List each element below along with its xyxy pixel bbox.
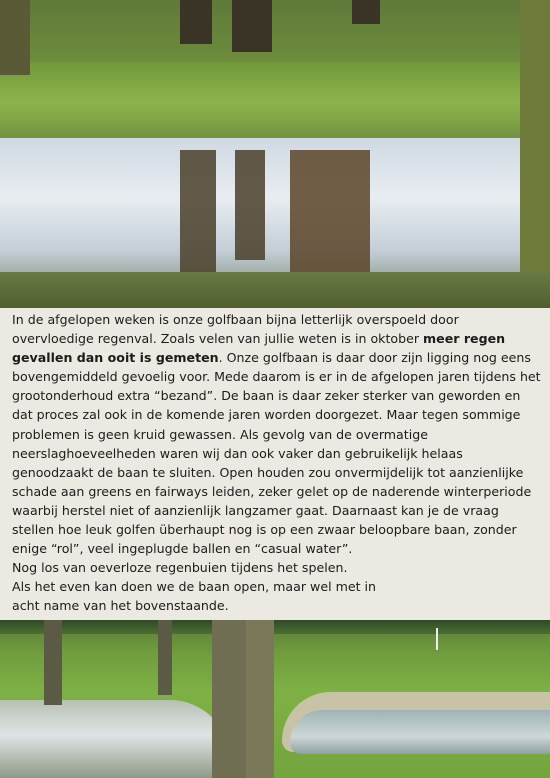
article-body: . Onze golfbaan is daar door zijn ligging nog eens bovengemiddeld gevoelig voor. Mede daarom is er in de afgelopen jaren tijdens het grootonderhoud extra “bezand”. De baan is daar zeker sterker van geworden en dat proces zal ook in de komende jaren worden doorgezet. Maar tegen sommige problemen is geen kruid gewassen. Als gevolg van de overmatige neerslaghoeveelheden waren wij dan ook vaker dan gebruikelijk helaas genoodzaakt de baan te sluiten. Open houden zou onvermijdelijk tot aanzienlijke schade aan greens en fairways leiden, zeker gelet op de naderende winterperiode waarbij herstel niet of aanzienlijk langzamer gaat. Daarnaast kan je de vraag stellen hoe leuk golfen überhaupt nog is op een zwaar beloopbare baan, zonder enige “rol”, veel ingeplugde ballen en “casual water”. (12, 350, 541, 557)
article-line: acht name van het bovenstaande. (12, 598, 229, 614)
tree-trunk (520, 0, 550, 300)
tree-trunk (232, 0, 272, 52)
article-panel (0, 308, 550, 620)
tree-trunk (352, 0, 380, 24)
flood-water (0, 138, 550, 288)
article-intro: In de afgelopen weken is onze golfbaan bijna letterlijk overspoeld door overvloedige regenval. Zoals velen van jullie weten is in oktober (12, 312, 459, 347)
tree-reflection (235, 150, 265, 260)
tree-trunk (212, 620, 246, 778)
bunker-water (290, 710, 550, 754)
bottom-photo (0, 620, 550, 778)
flood-puddle (0, 700, 230, 778)
article-highlight: meer regen gevallen dan ooit is gemeten (12, 331, 506, 366)
tree-trunk (44, 620, 62, 705)
tree-trunk (180, 0, 212, 44)
tree-trunk (246, 620, 274, 778)
article-text (12, 310, 544, 635)
flag-pin (436, 628, 438, 650)
tree-trunk (158, 620, 172, 695)
tree-trunk (0, 0, 30, 75)
grass-field (0, 62, 550, 142)
top-photo (0, 0, 550, 308)
tree-reflection (180, 150, 216, 280)
tree-line (0, 620, 550, 634)
tree-reflection (290, 150, 370, 280)
article-paragraph (12, 310, 544, 558)
grass-foreground (0, 272, 550, 308)
article-line: Als het even kan doen we de baan open, maar wel met in (12, 579, 377, 595)
article-line: Nog los van oeverloze regenbuien tijdens het spelen. (12, 560, 348, 576)
